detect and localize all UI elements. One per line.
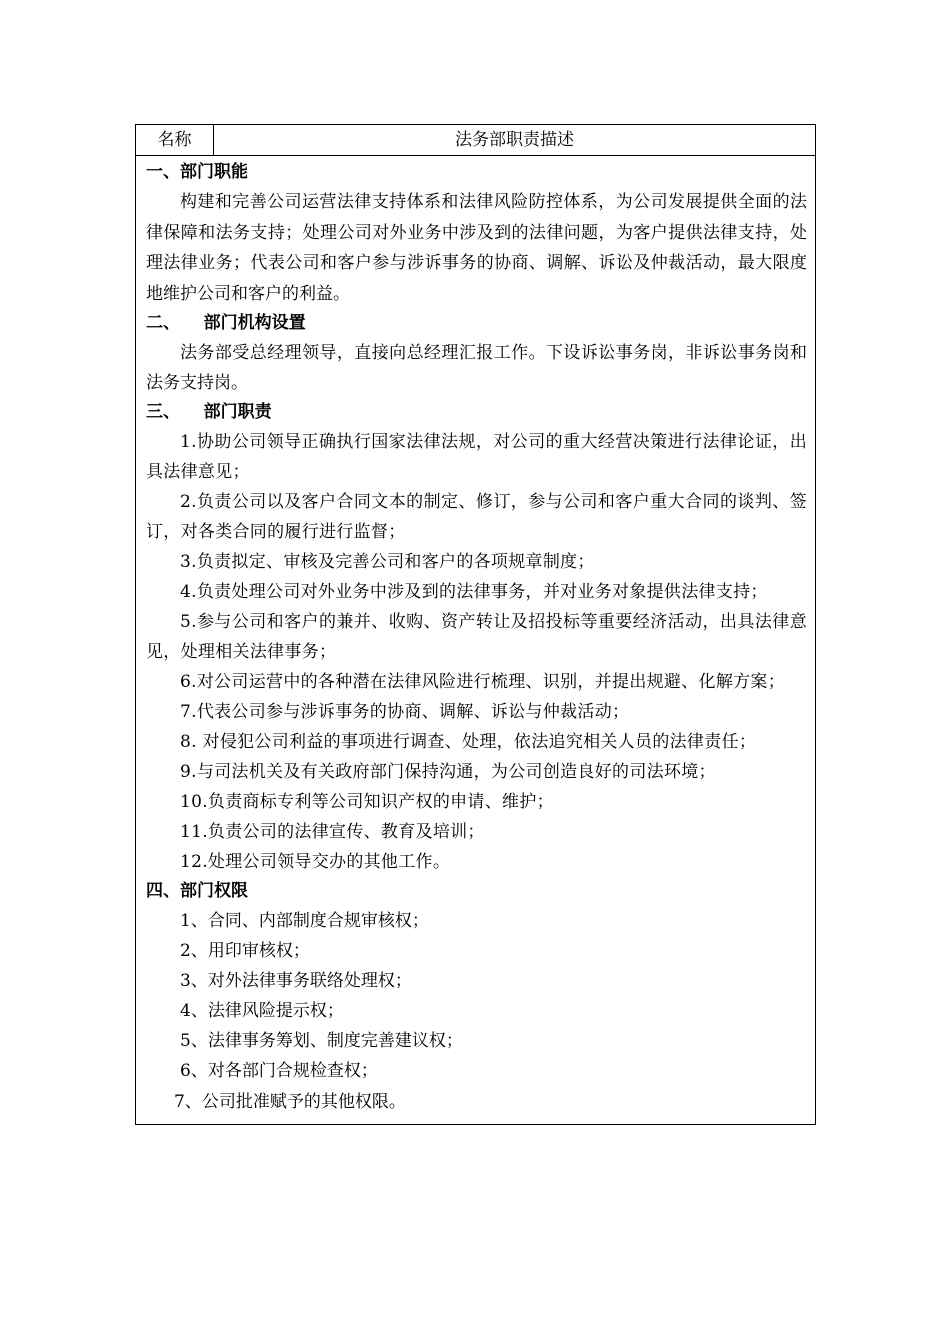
table-body-cell xyxy=(136,156,815,1124)
right-item-4: 4、法律风险提示权； xyxy=(180,1001,344,1021)
duty-item-3: 3.负责拟定、审核及完善公司和客户的各项规章制度； xyxy=(180,552,595,572)
right-item-7: 7、公司批准赋予的其他权限。 xyxy=(174,1092,406,1112)
right-item-5: 5、法律事务筹划、制度完善建议权； xyxy=(180,1031,463,1051)
name-label: 名称 xyxy=(136,125,214,155)
right-item-3: 3、对外法律事务联络处理权； xyxy=(180,971,412,991)
duty-item-11: 11.负责公司的法律宣传、教育及培训； xyxy=(180,822,485,842)
duty-item-6: 6.对公司运营中的各种潜在法律风险进行梳理、识别，并提出规避、化解方案； xyxy=(180,672,786,692)
functions-paragraph: 构建和完善公司运营法律支持体系和法律风险防控体系，为公司发展提供全面的法律保障和法务支持；处理公司对外业务中涉及到的法律问题，为客户提供法律支持，处理法律业务；代表公司和客户参与涉诉事务的协商、调解、诉讼及仲裁活动，最大限度地维护公司和客户的利益。 xyxy=(146,192,807,304)
right-item-6: 6、对各部门合规检查权； xyxy=(180,1061,378,1081)
duty-item-10: 10.负责商标专利等公司知识产权的申请、维护； xyxy=(180,792,554,812)
duty-item-8: 8. 对侵犯公司利益的事项进行调查、处理，依法追究相关人员的法律责任； xyxy=(180,732,757,752)
table-header-row xyxy=(136,125,815,156)
duty-item-7: 7.代表公司参与涉诉事务的协商、调解、诉讼与仲裁活动； xyxy=(180,702,630,722)
section-heading-structure: 二、 部门机构设置 xyxy=(146,313,306,333)
duty-item-4: 4.负责处理公司对外业务中涉及到的法律事务，并对业务对象提供法律支持； xyxy=(180,582,768,602)
document-title: 法务部职责描述 xyxy=(455,130,574,150)
right-item-2: 2、用印审核权； xyxy=(180,941,310,961)
duty-item-1: 1.协助公司领导正确执行国家法律法规，对公司的重大经营决策进行法律论证，出具法律意见； xyxy=(146,432,807,482)
duty-item-12: 12.处理公司领导交办的其他工作。 xyxy=(180,852,451,872)
structure-paragraph: 法务部受总经理领导，直接向总经理汇报工作。下设诉讼事务岗，非诉讼事务岗和法务支持岗。 xyxy=(146,343,807,393)
duty-item-9: 9.与司法机关及有关政府部门保持沟通，为公司创造良好的司法环境； xyxy=(180,762,716,782)
section-heading-functions: 一、部门职能 xyxy=(146,162,248,182)
section-heading-rights: 四、部门权限 xyxy=(146,881,248,901)
duty-item-2: 2.负责公司以及客户合同文本的制定、修订，参与公司和客户重大合同的谈判、签订，对各类合同的履行进行监督； xyxy=(146,492,807,542)
duty-description-table xyxy=(135,124,816,1125)
right-item-1: 1、合同、内部制度合规审核权； xyxy=(180,911,429,931)
section-heading-duties: 三、 部门职责 xyxy=(146,402,272,422)
duty-item-5: 5.参与公司和客户的兼并、收购、资产转让及招投标等重要经济活动，出具法律意见，处理相关法律事务； xyxy=(146,612,807,662)
